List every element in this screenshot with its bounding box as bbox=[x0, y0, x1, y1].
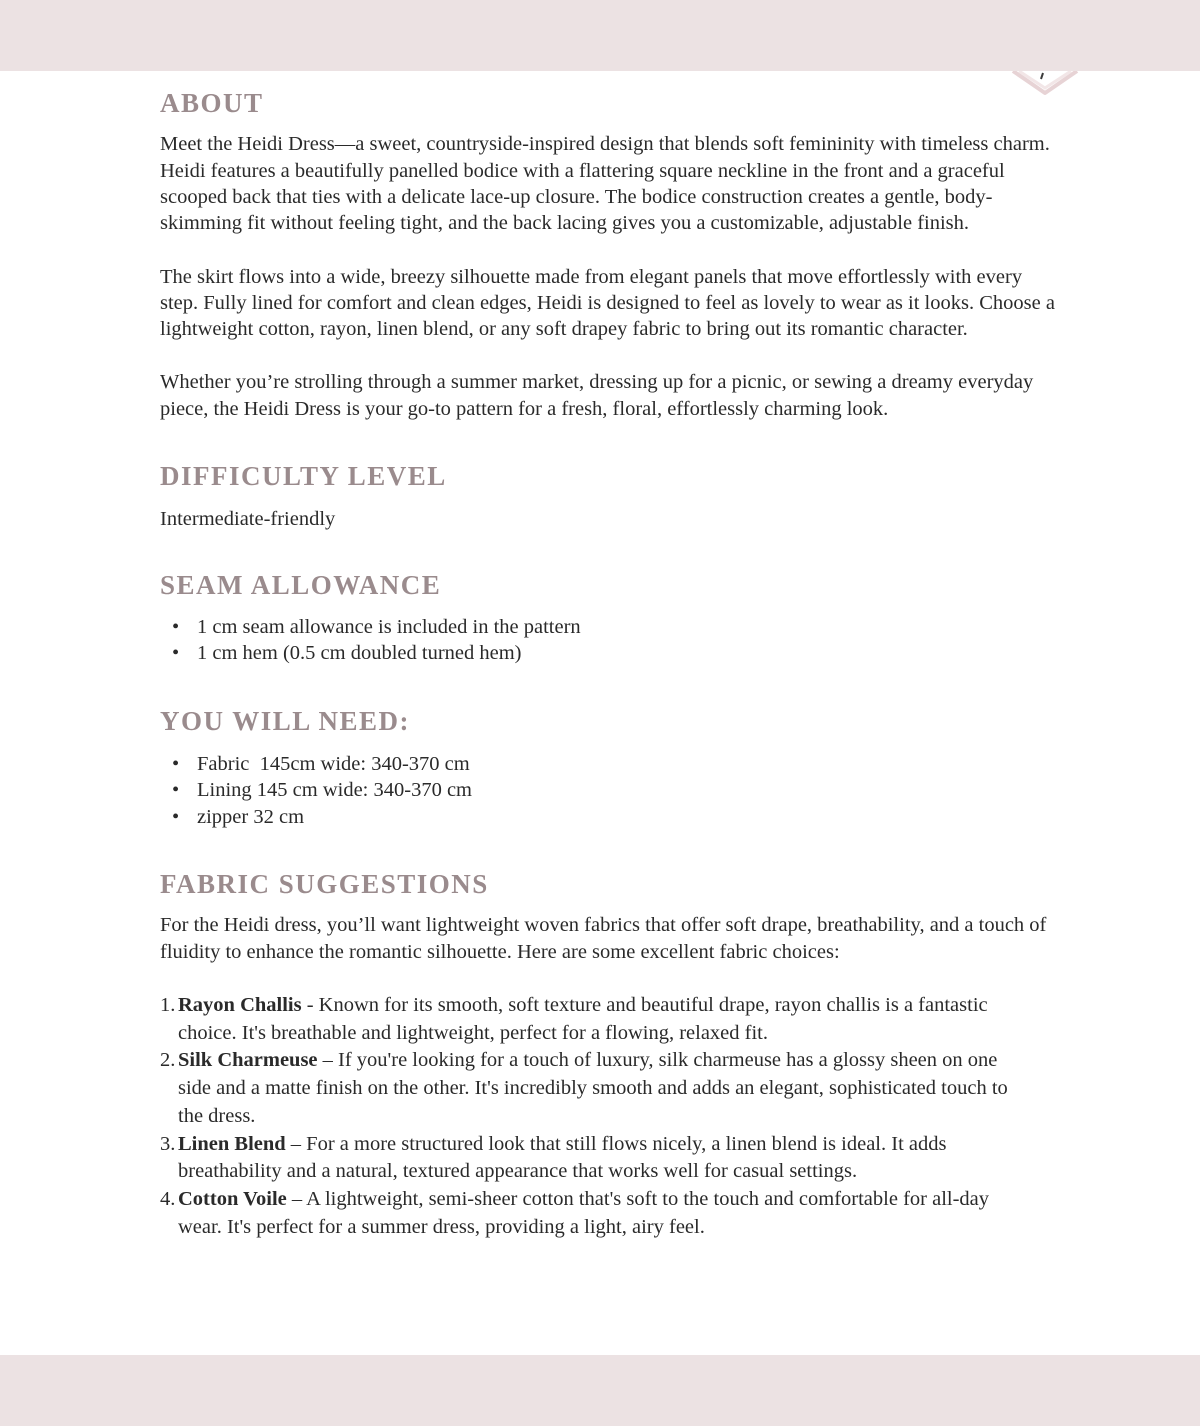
document-content bbox=[160, 87, 1060, 1241]
list-item bbox=[160, 1131, 1008, 1186]
about-section bbox=[160, 87, 1060, 422]
list-item-text: 1 cm seam allowance is included in the pattern bbox=[197, 616, 581, 639]
fabric-description: – For a more structured look that still flows nicely, a linen blend is ideal. It adds breathability and a natural, textured appearance that works well for casual settings. bbox=[178, 1132, 947, 1183]
list-item-text: Lining 145 cm wide: 340-370 cm bbox=[197, 779, 472, 802]
fabric-suggestions-list bbox=[160, 992, 1060, 1241]
bullet-icon: • bbox=[172, 642, 180, 665]
about-heading: ABOUT bbox=[160, 88, 264, 118]
bullet-icon: • bbox=[172, 616, 180, 639]
difficulty-heading: DIFFICULTY LEVEL bbox=[160, 461, 447, 492]
list-item bbox=[160, 1047, 1008, 1130]
list-item bbox=[160, 992, 1008, 1047]
bullet-icon: • bbox=[172, 753, 180, 776]
list-item bbox=[160, 777, 1060, 803]
list-item-text: Fabric 145cm wide: 340-370 cm bbox=[197, 753, 470, 776]
bullet-icon: • bbox=[172, 779, 180, 802]
about-paragraph: The skirt flows into a wide, breezy silhouette made from elegant panels that move effortlessly with every step. Fully lined for comfort and clean edges, Heidi is designed to feel as lovely to wear as it looks. Choose a lightweight cotton, rayon, linen blend, or any soft drapey fabric to bring out its romantic character. bbox=[160, 265, 1055, 341]
fabric-suggestions-intro: For the Heidi dress, you’ll want lightweight woven fabrics that offer soft drape, breathability, and a touch of fluidity to enhance the romantic silhouette. Here are some excellent fabric choices: bbox=[160, 914, 1047, 963]
fabric-description: – A lightweight, semi-sheer cotton that's soft to the touch and comfortable for all-day wear. It's perfect for a summer dress, providing a light, airy feel. bbox=[178, 1187, 990, 1238]
fabric-name: Linen Blend bbox=[178, 1132, 286, 1155]
document-page bbox=[0, 71, 1200, 1355]
fabric-name: Silk Charmeuse bbox=[178, 1049, 318, 1072]
fabric-description: – If you're looking for a touch of luxury, silk charmeuse has a glossy sheen on one side and a matte finish on the other. It's incredibly smooth and adds an elegant, sophisticated touch to the dress. bbox=[178, 1049, 1008, 1127]
list-item bbox=[160, 804, 1060, 830]
list-item-text: zipper 32 cm bbox=[197, 805, 305, 828]
fabric-suggestions-section bbox=[160, 868, 1060, 1241]
list-item-text: 1 cm hem (0.5 cm doubled turned hem) bbox=[197, 642, 522, 665]
seam-allowance-heading: SEAM ALLOWANCE bbox=[160, 569, 442, 600]
fabric-name: Cotton Voile bbox=[178, 1187, 287, 1210]
fabric-description: - Known for its smooth, soft texture and beautiful drape, rayon challis is a fantastic choice. It's breathable and lightweight, perfect for a flowing, relaxed fit. bbox=[178, 994, 988, 1044]
bullet-icon: • bbox=[172, 805, 180, 828]
you-will-need-heading: YOU WILL NEED: bbox=[160, 705, 411, 736]
about-paragraph: Meet the Heidi Dress—a sweet, countryside-inspired design that blends soft femininity with timeless charm. Heidi features a beautifully panelled bodice with a flattering square neckline in the front and a graceful scooped back that ties with a delicate lace-up closure. The bodice construction creates a gentle, body-skimming fit without feeling tight, and the back lacing gives you a customizable, adjustable finish. bbox=[160, 133, 1050, 235]
seam-allowance-list bbox=[160, 614, 1060, 667]
difficulty-section bbox=[160, 460, 1060, 533]
difficulty-text: Intermediate-friendly bbox=[160, 508, 336, 531]
about-paragraph: Whether you’re strolling through a summer market, dressing up for a picnic, or sewing a dreamy everyday piece, the Heidi Dress is your go-to pattern for a fresh, floral, effortlessly charming look. bbox=[160, 371, 1034, 420]
list-number: 2. bbox=[160, 1049, 176, 1072]
list-item bbox=[160, 640, 1060, 666]
list-number: 4. bbox=[160, 1187, 176, 1210]
list-item bbox=[160, 751, 1060, 777]
list-number: 1. bbox=[160, 994, 176, 1016]
list-item bbox=[160, 1186, 1008, 1241]
seam-allowance-section bbox=[160, 569, 1060, 667]
you-will-need-section bbox=[160, 705, 1060, 830]
you-will-need-list bbox=[160, 751, 1060, 830]
list-item bbox=[160, 614, 1060, 640]
list-number: 3. bbox=[160, 1132, 176, 1155]
fabric-suggestions-heading: FABRIC SUGGESTIONS bbox=[160, 869, 489, 900]
fabric-name: Rayon Challis bbox=[178, 994, 302, 1016]
